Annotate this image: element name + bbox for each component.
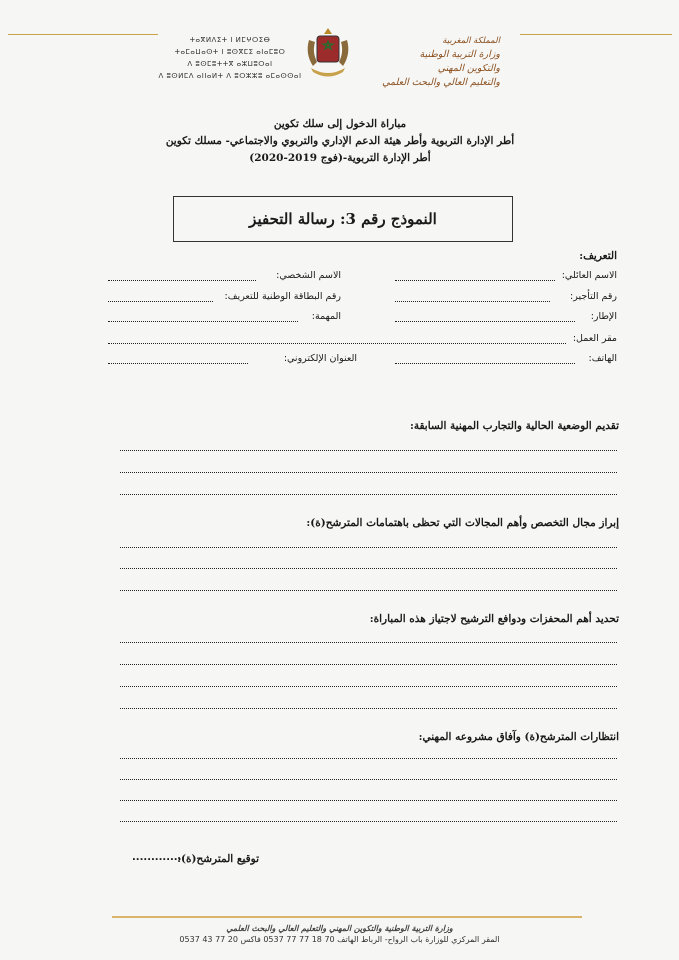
tifinagh-line: ⵜⴰⴳⵍⴷⵉⵜ ⵏ ⵍⵎⵖⵔⵉⴱ	[189, 36, 271, 44]
identification-heading: التعريف:	[579, 250, 617, 262]
phone-field[interactable]	[395, 363, 575, 364]
rental-number-label: رقم التأجير:	[570, 291, 617, 302]
answer-line[interactable]	[120, 494, 617, 495]
section-title: إبراز مجال التخصص وأهم المجالات التي تحظى باهتمامات المترشح(ة):	[306, 517, 619, 529]
footer-rule	[112, 916, 582, 918]
header-arabic	[370, 34, 500, 90]
emblem-icon	[303, 26, 353, 81]
workplace-label: مقر العمل:	[572, 333, 617, 344]
job-field[interactable]	[108, 321, 298, 322]
first-name-field[interactable]	[108, 280, 256, 281]
answer-line[interactable]	[120, 642, 617, 643]
arabic-line: المملكة المغربية	[442, 36, 500, 46]
answer-line[interactable]	[120, 450, 617, 451]
section-title: تقديم الوضعية الحالية والتجارب المهنية السابقة:	[409, 420, 619, 432]
answer-line[interactable]	[120, 472, 617, 473]
answer-line[interactable]	[120, 590, 617, 591]
signature-field[interactable]: .............	[132, 852, 182, 863]
competition-title	[130, 116, 550, 167]
answer-line[interactable]	[120, 708, 617, 709]
answer-line[interactable]	[120, 686, 617, 687]
cin-number-label: رقم البطاقة الوطنية للتعريف:	[224, 291, 341, 302]
tifinagh-line: ⴷ ⵓⵙⵍⵎⴷ ⴰⵏⵏⴰⵍⵜ ⴷ ⵓⵔⵣⵣⵓ ⴰⵎⴰⵙⵙⴰⵏ	[158, 72, 302, 80]
tifinagh-line: ⴷ ⵓⵙⵎⵓⵜⵜⴳ ⴰⵣⵡⵓⵔⴰⵏ	[187, 60, 273, 68]
section-title: انتظارات المترشح(ة) وآفاق مشروعه المهني:	[418, 731, 619, 743]
email-field[interactable]	[108, 363, 248, 364]
title-line-2: أطر الإدارة التربوية وأطر هيئة الدعم الإداري والتربوي والاجتماعي- مسلك تكوين	[165, 135, 515, 147]
header-tifinagh	[150, 34, 310, 82]
answer-line[interactable]	[120, 568, 617, 569]
frame-label: الإطار:	[590, 311, 617, 322]
job-label: المهمة:	[311, 311, 341, 322]
rental-number-field[interactable]	[395, 301, 550, 302]
arabic-line: وزارة التربية الوطنية	[419, 49, 500, 60]
signature-label: توقيع المترشح(ة):	[177, 853, 259, 865]
family-name-label: الاسم العائلي:	[561, 270, 617, 281]
frame-field[interactable]	[395, 321, 575, 322]
footer-address: المقر المركزي للوزارة باب الرواح- الرباط الهاتف 70 18 77 77 0537 فاكس 20 77 43 0537	[179, 935, 500, 944]
form-title-box	[173, 196, 513, 242]
tifinagh-line: ⵜⴰⵎⴰⵡⴰⵙⵜ ⵏ ⵓⵙⴳⵎⵉ ⴰⵏⴰⵎⵓⵔ	[174, 48, 286, 56]
header-rule-right	[520, 34, 672, 35]
family-name-field[interactable]	[395, 280, 555, 281]
form-title: النموذج رقم 3: رسالة التحفيز	[249, 210, 437, 228]
arabic-line: والتعليم العالي والبحث العلمي	[382, 77, 500, 88]
title-line-3: أطر الإدارة التربوية-(فوج 2019-2020)	[249, 152, 431, 164]
title-line-1: مباراة الدخول إلى سلك تكوين	[273, 118, 407, 130]
answer-line[interactable]	[120, 779, 617, 780]
section-title: تحديد أهم المحفزات ودوافع الترشيح لاجتياز هذه المباراة:	[369, 613, 619, 625]
footer-ministry: وزارة التربية الوطنية والتكوين المهني والتعليم العالي والبحث العلمي	[226, 923, 453, 933]
email-label: العنوان الإلكتروني:	[283, 353, 357, 364]
answer-line[interactable]	[120, 821, 617, 822]
header-rule-left	[8, 34, 158, 35]
answer-line[interactable]	[120, 758, 617, 759]
answer-line[interactable]	[120, 800, 617, 801]
first-name-label: الاسم الشخصي:	[276, 270, 341, 281]
workplace-field[interactable]	[108, 343, 566, 344]
phone-label: الهاتف:	[588, 353, 617, 364]
arabic-line: والتكوين المهني	[437, 63, 500, 74]
answer-line[interactable]	[120, 547, 617, 548]
cin-number-field[interactable]	[108, 301, 213, 302]
answer-line[interactable]	[120, 664, 617, 665]
